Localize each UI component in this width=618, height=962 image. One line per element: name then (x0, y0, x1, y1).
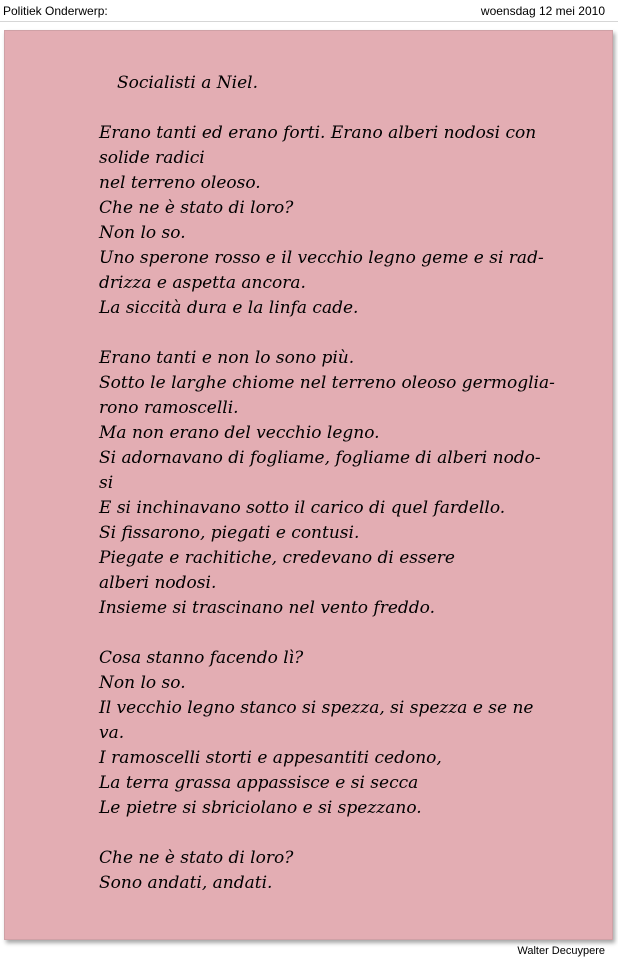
stanza-gap (99, 621, 589, 646)
poem-line: Che ne è stato di loro? (99, 848, 294, 868)
poem-line: va. (99, 723, 125, 743)
poem-line: Il vecchio legno stanco si spezza, si spezza e se ne (99, 698, 534, 718)
stanza-gap (99, 321, 589, 346)
poem-page (4, 30, 613, 940)
poem-line: Piegate e rachitiche, credevano di essere (99, 548, 455, 568)
poem-line: La terra grassa appassisce e si secca (99, 773, 419, 793)
author-name: Walter Decuypere (517, 945, 605, 957)
poem-line: Sono andati, andati. (99, 873, 273, 893)
poem-line: Erano tanti e non lo sono più. (99, 348, 355, 368)
poem-line: alberi nodosi. (99, 573, 217, 593)
poem-line: si (99, 473, 114, 493)
poem-line: Ma non erano del vecchio legno. (99, 423, 380, 443)
header-date: woensdag 12 mei 2010 (480, 4, 605, 18)
poem-line: Uno sperone rosso e il vecchio legno geme e si rad- (99, 248, 544, 268)
header-divider (0, 21, 618, 22)
poem-line: Le pietre si sbriciolano e si spezzano. (99, 798, 422, 818)
poem-title: Socialisti a Niel. (117, 73, 258, 93)
poem-line: drizza e aspetta ancora. (99, 273, 306, 293)
poem-line: rono ramoscelli. (99, 398, 239, 418)
poem-line: E si inchinavano sotto il carico di quel fardello. (99, 498, 506, 518)
poem-line: Erano tanti ed erano forti. Erano alberi nodosi con (99, 123, 537, 143)
poem-line: Che ne è stato di loro? (99, 198, 294, 218)
poem-line: La siccità dura e la linfa cade. (99, 298, 359, 318)
poem-line: Si fissarono, piegati e contusi. (99, 523, 360, 543)
poem-line: I ramoscelli storti e appesantiti cedono, (99, 748, 442, 768)
poem-line: Cosa stanno facendo lì? (99, 648, 304, 668)
poem-line: Si adornavano di fogliame, fogliame di alberi nodo- (99, 448, 541, 468)
header-subject: Politiek Onderwerp: (3, 4, 108, 18)
stanza-gap (99, 821, 589, 846)
poem-line: Sotto le larghe chiome nel terreno oleoso germoglia- (99, 373, 555, 393)
poem-body (99, 121, 589, 896)
poem-line: solide radici (99, 148, 205, 168)
poem-line: Insieme si trascinano nel vento freddo. (99, 598, 435, 618)
poem-line: Non lo so. (99, 223, 186, 243)
poem-line: Non lo so. (99, 673, 186, 693)
poem-line: nel terreno oleoso. (99, 173, 261, 193)
